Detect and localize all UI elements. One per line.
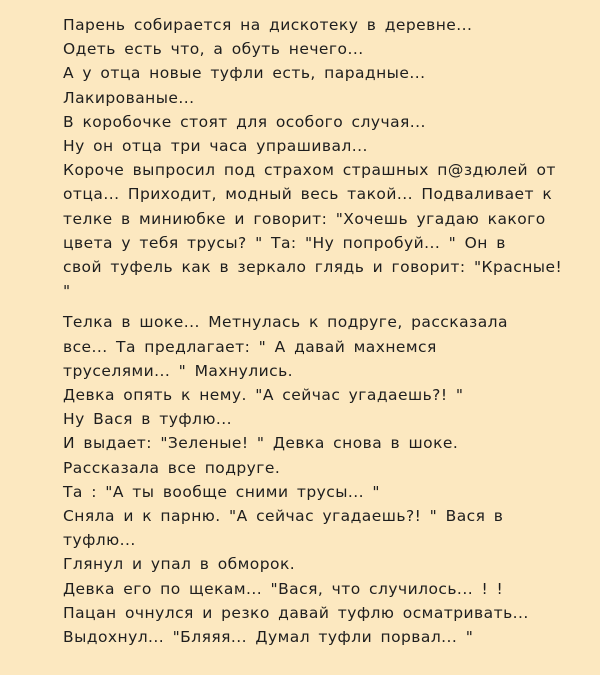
- story-line: Пацан очнулся и резко давай туфлю осматривать...: [63, 603, 529, 622]
- story-line: Телка в шоке... Метнулась к подруге, рассказала: [63, 313, 508, 332]
- story-text: [63, 13, 593, 649]
- story-line: Лакированые...: [63, 88, 195, 107]
- story-line: цвета у тебя трусы? " Та: "Ну попробуй... " Он в: [63, 233, 506, 252]
- story-line: все... Та предлагает: " А давай махнемся: [63, 337, 437, 356]
- story-line: свой туфель как в зеркало глядь и говорит: "Красные!: [63, 258, 563, 277]
- story-line: Девка его по щекам... "Вася, что случилось... ! !: [63, 579, 504, 598]
- story-line: Глянул и упал в обморок.: [63, 555, 296, 574]
- story-line: ": [63, 282, 71, 301]
- story-line: И выдает: "Зеленые! " Девка снова в шоке.: [63, 434, 459, 453]
- story-line: Ну он отца три часа упрашивал...: [63, 137, 368, 156]
- story-line: В коробочке стоят для особого случая...: [63, 112, 426, 131]
- story-line: Короче выпросил под страхом страшных п@здюлей от: [63, 161, 556, 180]
- story-line: Ну Вася в туфлю...: [63, 410, 233, 429]
- story-line: Одеть есть что, а обуть нечего...: [63, 40, 364, 59]
- story-line: Парень собирается на дискотеку в деревне...: [63, 16, 473, 34]
- story-line: туфлю...: [63, 531, 136, 550]
- story-line: Девка опять к нему. "А сейчас угадаешь?! ": [63, 386, 464, 405]
- story-line: телке в миниюбке и говорит: "Хочешь угадаю какого: [63, 209, 546, 228]
- story-line: Рассказала все подруге.: [63, 458, 281, 477]
- story-line: Та : "А ты вообще сними трусы... ": [63, 482, 380, 501]
- story-line: Выдохнул... "Бляяя... Думал туфли порвал... ": [63, 628, 474, 647]
- story-line: отца... Приходит, модный весь такой... Подваливает к: [63, 185, 553, 204]
- story-line: А у отца новые туфли есть, парадные...: [63, 64, 426, 83]
- story-line: Сняла и к парню. "А сейчас угадаешь?! " Вася в: [63, 507, 504, 526]
- story-line: труселями... " Махнулись.: [63, 361, 294, 380]
